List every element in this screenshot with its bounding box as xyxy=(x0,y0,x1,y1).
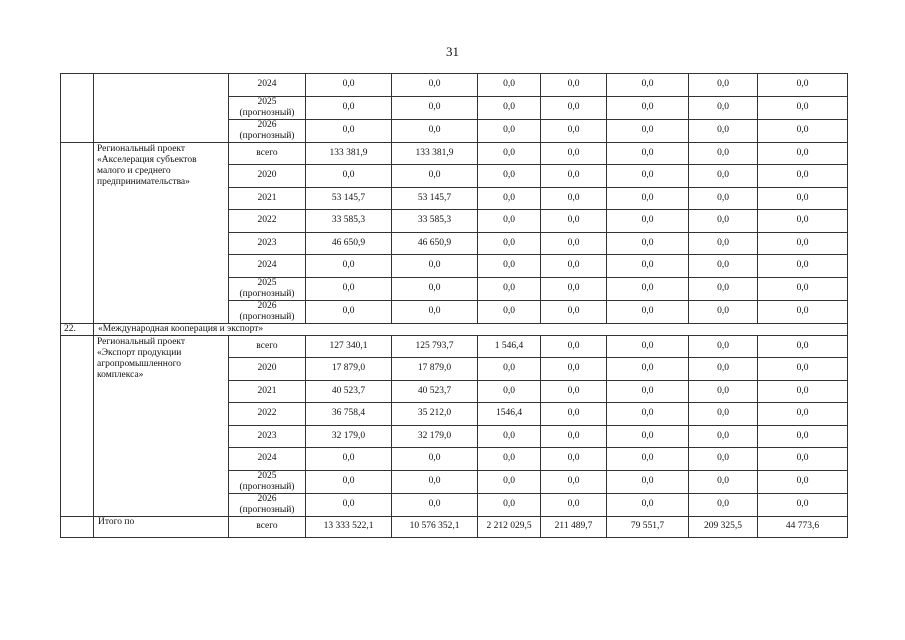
value-cell: 0,0 xyxy=(607,425,689,448)
section-heading-row xyxy=(61,323,848,335)
value-cell: 0,0 xyxy=(689,403,758,426)
year-cell xyxy=(229,277,306,300)
value-cell: 133 381,9 xyxy=(306,142,392,165)
total-value-cell: 2 212 029,5 xyxy=(478,516,541,537)
value-cell: 0,0 xyxy=(689,425,758,448)
value-cell: 0,0 xyxy=(392,493,478,516)
value-cell: 0,0 xyxy=(689,165,758,188)
year-cell: всего xyxy=(229,142,306,165)
value-cell: 0,0 xyxy=(689,232,758,255)
value-cell: 0,0 xyxy=(541,277,607,300)
year-qualifier: (прогнозный) xyxy=(239,481,295,492)
year-value: 2026 xyxy=(257,300,277,311)
year-cell xyxy=(229,119,306,142)
value-cell: 0,0 xyxy=(689,358,758,381)
value-cell: 1 546,4 xyxy=(478,335,541,358)
value-cell: 0,0 xyxy=(306,255,392,278)
value-cell: 0,0 xyxy=(607,119,689,142)
value-cell: 0,0 xyxy=(607,493,689,516)
value-cell: 0,0 xyxy=(689,335,758,358)
value-cell: 0,0 xyxy=(478,165,541,188)
value-cell: 0,0 xyxy=(689,210,758,233)
table-row xyxy=(61,335,848,358)
table-row xyxy=(61,142,848,165)
value-cell: 0,0 xyxy=(607,142,689,165)
value-cell: 0,0 xyxy=(478,232,541,255)
total-value-cell: 44 773,6 xyxy=(758,516,848,537)
project-name-cell: Региональный проект «Экспорт продукции агропромышленного комплекса» xyxy=(94,335,229,516)
value-cell: 0,0 xyxy=(607,300,689,323)
value-cell: 0,0 xyxy=(306,277,392,300)
year-cell xyxy=(229,470,306,493)
value-cell: 0,0 xyxy=(758,187,848,210)
year-qualifier: (прогнозный) xyxy=(239,311,295,322)
total-value-cell: 10 576 352,1 xyxy=(392,516,478,537)
value-cell: 40 523,7 xyxy=(392,380,478,403)
value-cell: 0,0 xyxy=(607,277,689,300)
value-cell: 0,0 xyxy=(541,300,607,323)
number-cell xyxy=(61,516,94,537)
value-cell: 0,0 xyxy=(541,165,607,188)
value-cell: 127 340,1 xyxy=(306,335,392,358)
value-cell: 0,0 xyxy=(306,470,392,493)
value-cell: 0,0 xyxy=(478,448,541,471)
table-body xyxy=(61,74,848,538)
value-cell: 0,0 xyxy=(758,210,848,233)
value-cell: 0,0 xyxy=(607,380,689,403)
value-cell: 0,0 xyxy=(392,277,478,300)
number-cell xyxy=(61,74,94,143)
value-cell: 0,0 xyxy=(541,210,607,233)
year-cell: 2023 xyxy=(229,232,306,255)
value-cell: 0,0 xyxy=(478,380,541,403)
value-cell: 0,0 xyxy=(689,470,758,493)
value-cell: 0,0 xyxy=(392,300,478,323)
value-cell: 0,0 xyxy=(758,300,848,323)
value-cell: 1546,4 xyxy=(478,403,541,426)
value-cell: 125 793,7 xyxy=(392,335,478,358)
value-cell: 0,0 xyxy=(541,470,607,493)
value-cell: 46 650,9 xyxy=(306,232,392,255)
project-name-cell: Региональный проект «Акселерация субъектов малого и среднего предпринимательства» xyxy=(94,142,229,323)
value-cell: 0,0 xyxy=(689,187,758,210)
value-cell: 0,0 xyxy=(758,165,848,188)
value-cell: 0,0 xyxy=(607,210,689,233)
year-value: 2025 xyxy=(257,470,277,481)
value-cell: 0,0 xyxy=(758,448,848,471)
value-cell: 0,0 xyxy=(758,74,848,97)
value-cell: 0,0 xyxy=(758,142,848,165)
year-cell: 2023 xyxy=(229,425,306,448)
section-number: 22. xyxy=(61,323,94,335)
budget-table xyxy=(60,73,848,538)
value-cell: 0,0 xyxy=(689,380,758,403)
year-value: 2026 xyxy=(257,493,277,504)
value-cell: 0,0 xyxy=(607,255,689,278)
year-cell: 2020 xyxy=(229,165,306,188)
value-cell: 0,0 xyxy=(478,74,541,97)
value-cell: 0,0 xyxy=(758,119,848,142)
value-cell: 0,0 xyxy=(392,119,478,142)
value-cell: 0,0 xyxy=(392,448,478,471)
value-cell: 0,0 xyxy=(607,358,689,381)
value-cell: 0,0 xyxy=(607,448,689,471)
value-cell: 0,0 xyxy=(758,380,848,403)
value-cell: 32 179,0 xyxy=(306,425,392,448)
year-value: 2026 xyxy=(257,119,277,130)
value-cell: 53 145,7 xyxy=(306,187,392,210)
value-cell: 0,0 xyxy=(541,142,607,165)
value-cell: 0,0 xyxy=(306,74,392,97)
value-cell: 0,0 xyxy=(689,119,758,142)
value-cell: 0,0 xyxy=(758,335,848,358)
total-value-cell: 209 325,5 xyxy=(689,516,758,537)
value-cell: 0,0 xyxy=(306,448,392,471)
year-cell xyxy=(229,96,306,119)
year-cell: 2021 xyxy=(229,380,306,403)
value-cell: 36 758,4 xyxy=(306,403,392,426)
value-cell: 0,0 xyxy=(478,96,541,119)
total-value-cell: 13 333 522,1 xyxy=(306,516,392,537)
value-cell: 0,0 xyxy=(758,493,848,516)
year-cell: 2024 xyxy=(229,448,306,471)
value-cell: 35 212,0 xyxy=(392,403,478,426)
value-cell: 53 145,7 xyxy=(392,187,478,210)
value-cell: 0,0 xyxy=(478,210,541,233)
value-cell: 0,0 xyxy=(478,300,541,323)
value-cell: 0,0 xyxy=(541,96,607,119)
table-row xyxy=(61,74,848,97)
value-cell: 133 381,9 xyxy=(392,142,478,165)
year-qualifier: (прогнозный) xyxy=(239,107,295,118)
value-cell: 0,0 xyxy=(392,255,478,278)
value-cell: 0,0 xyxy=(607,403,689,426)
value-cell: 0,0 xyxy=(541,358,607,381)
value-cell: 0,0 xyxy=(306,300,392,323)
value-cell: 0,0 xyxy=(478,470,541,493)
value-cell: 0,0 xyxy=(392,165,478,188)
year-cell xyxy=(229,300,306,323)
number-cell xyxy=(61,335,94,516)
value-cell: 0,0 xyxy=(607,187,689,210)
value-cell: 0,0 xyxy=(541,380,607,403)
total-label: Итого по xyxy=(94,516,229,537)
value-cell: 0,0 xyxy=(689,277,758,300)
value-cell: 0,0 xyxy=(758,277,848,300)
number-cell xyxy=(61,142,94,323)
value-cell: 0,0 xyxy=(478,425,541,448)
value-cell: 0,0 xyxy=(306,119,392,142)
value-cell: 32 179,0 xyxy=(392,425,478,448)
value-cell: 0,0 xyxy=(689,142,758,165)
value-cell: 17 879,0 xyxy=(392,358,478,381)
value-cell: 0,0 xyxy=(607,165,689,188)
year-cell: всего xyxy=(229,516,306,537)
value-cell: 46 650,9 xyxy=(392,232,478,255)
year-value: 2025 xyxy=(257,96,277,107)
value-cell: 0,0 xyxy=(541,255,607,278)
year-cell: 2020 xyxy=(229,358,306,381)
year-cell: 2021 xyxy=(229,187,306,210)
section-title: «Международная кооперация и экспорт» xyxy=(94,323,848,335)
value-cell: 0,0 xyxy=(392,96,478,119)
value-cell: 0,0 xyxy=(541,74,607,97)
value-cell: 0,0 xyxy=(689,300,758,323)
value-cell: 0,0 xyxy=(541,187,607,210)
value-cell: 0,0 xyxy=(541,335,607,358)
value-cell: 33 585,3 xyxy=(392,210,478,233)
value-cell: 0,0 xyxy=(758,470,848,493)
value-cell: 0,0 xyxy=(689,255,758,278)
year-value: 2025 xyxy=(257,277,277,288)
value-cell: 0,0 xyxy=(392,74,478,97)
year-cell: всего xyxy=(229,335,306,358)
value-cell: 0,0 xyxy=(689,493,758,516)
value-cell: 0,0 xyxy=(541,403,607,426)
value-cell: 0,0 xyxy=(306,493,392,516)
value-cell: 0,0 xyxy=(689,96,758,119)
value-cell: 0,0 xyxy=(541,232,607,255)
year-qualifier: (прогнозный) xyxy=(239,288,295,299)
value-cell: 0,0 xyxy=(478,493,541,516)
value-cell: 0,0 xyxy=(306,96,392,119)
value-cell: 40 523,7 xyxy=(306,380,392,403)
value-cell: 0,0 xyxy=(607,232,689,255)
total-value-cell: 79 551,7 xyxy=(607,516,689,537)
value-cell: 0,0 xyxy=(541,425,607,448)
value-cell: 0,0 xyxy=(392,470,478,493)
total-row xyxy=(61,516,848,537)
value-cell: 0,0 xyxy=(758,232,848,255)
value-cell: 0,0 xyxy=(607,74,689,97)
value-cell: 0,0 xyxy=(541,493,607,516)
value-cell: 0,0 xyxy=(541,119,607,142)
value-cell: 0,0 xyxy=(478,187,541,210)
value-cell: 0,0 xyxy=(478,358,541,381)
value-cell: 0,0 xyxy=(306,165,392,188)
value-cell: 0,0 xyxy=(607,470,689,493)
value-cell: 0,0 xyxy=(541,448,607,471)
value-cell: 0,0 xyxy=(478,255,541,278)
value-cell: 0,0 xyxy=(758,255,848,278)
year-cell: 2024 xyxy=(229,74,306,97)
value-cell: 0,0 xyxy=(478,277,541,300)
value-cell: 0,0 xyxy=(478,119,541,142)
total-value-cell: 211 489,7 xyxy=(541,516,607,537)
year-qualifier: (прогнозный) xyxy=(239,504,295,515)
value-cell: 0,0 xyxy=(689,74,758,97)
value-cell: 0,0 xyxy=(478,142,541,165)
project-name-cell xyxy=(94,74,229,143)
value-cell: 0,0 xyxy=(607,335,689,358)
page-number: 31 xyxy=(446,44,459,59)
year-cell: 2022 xyxy=(229,210,306,233)
value-cell: 17 879,0 xyxy=(306,358,392,381)
value-cell: 0,0 xyxy=(689,448,758,471)
year-cell: 2022 xyxy=(229,403,306,426)
value-cell: 0,0 xyxy=(758,425,848,448)
value-cell: 0,0 xyxy=(758,403,848,426)
year-cell xyxy=(229,493,306,516)
value-cell: 0,0 xyxy=(758,96,848,119)
value-cell: 33 585,3 xyxy=(306,210,392,233)
value-cell: 0,0 xyxy=(758,358,848,381)
year-qualifier: (прогнозный) xyxy=(239,130,295,141)
year-cell: 2024 xyxy=(229,255,306,278)
value-cell: 0,0 xyxy=(607,96,689,119)
